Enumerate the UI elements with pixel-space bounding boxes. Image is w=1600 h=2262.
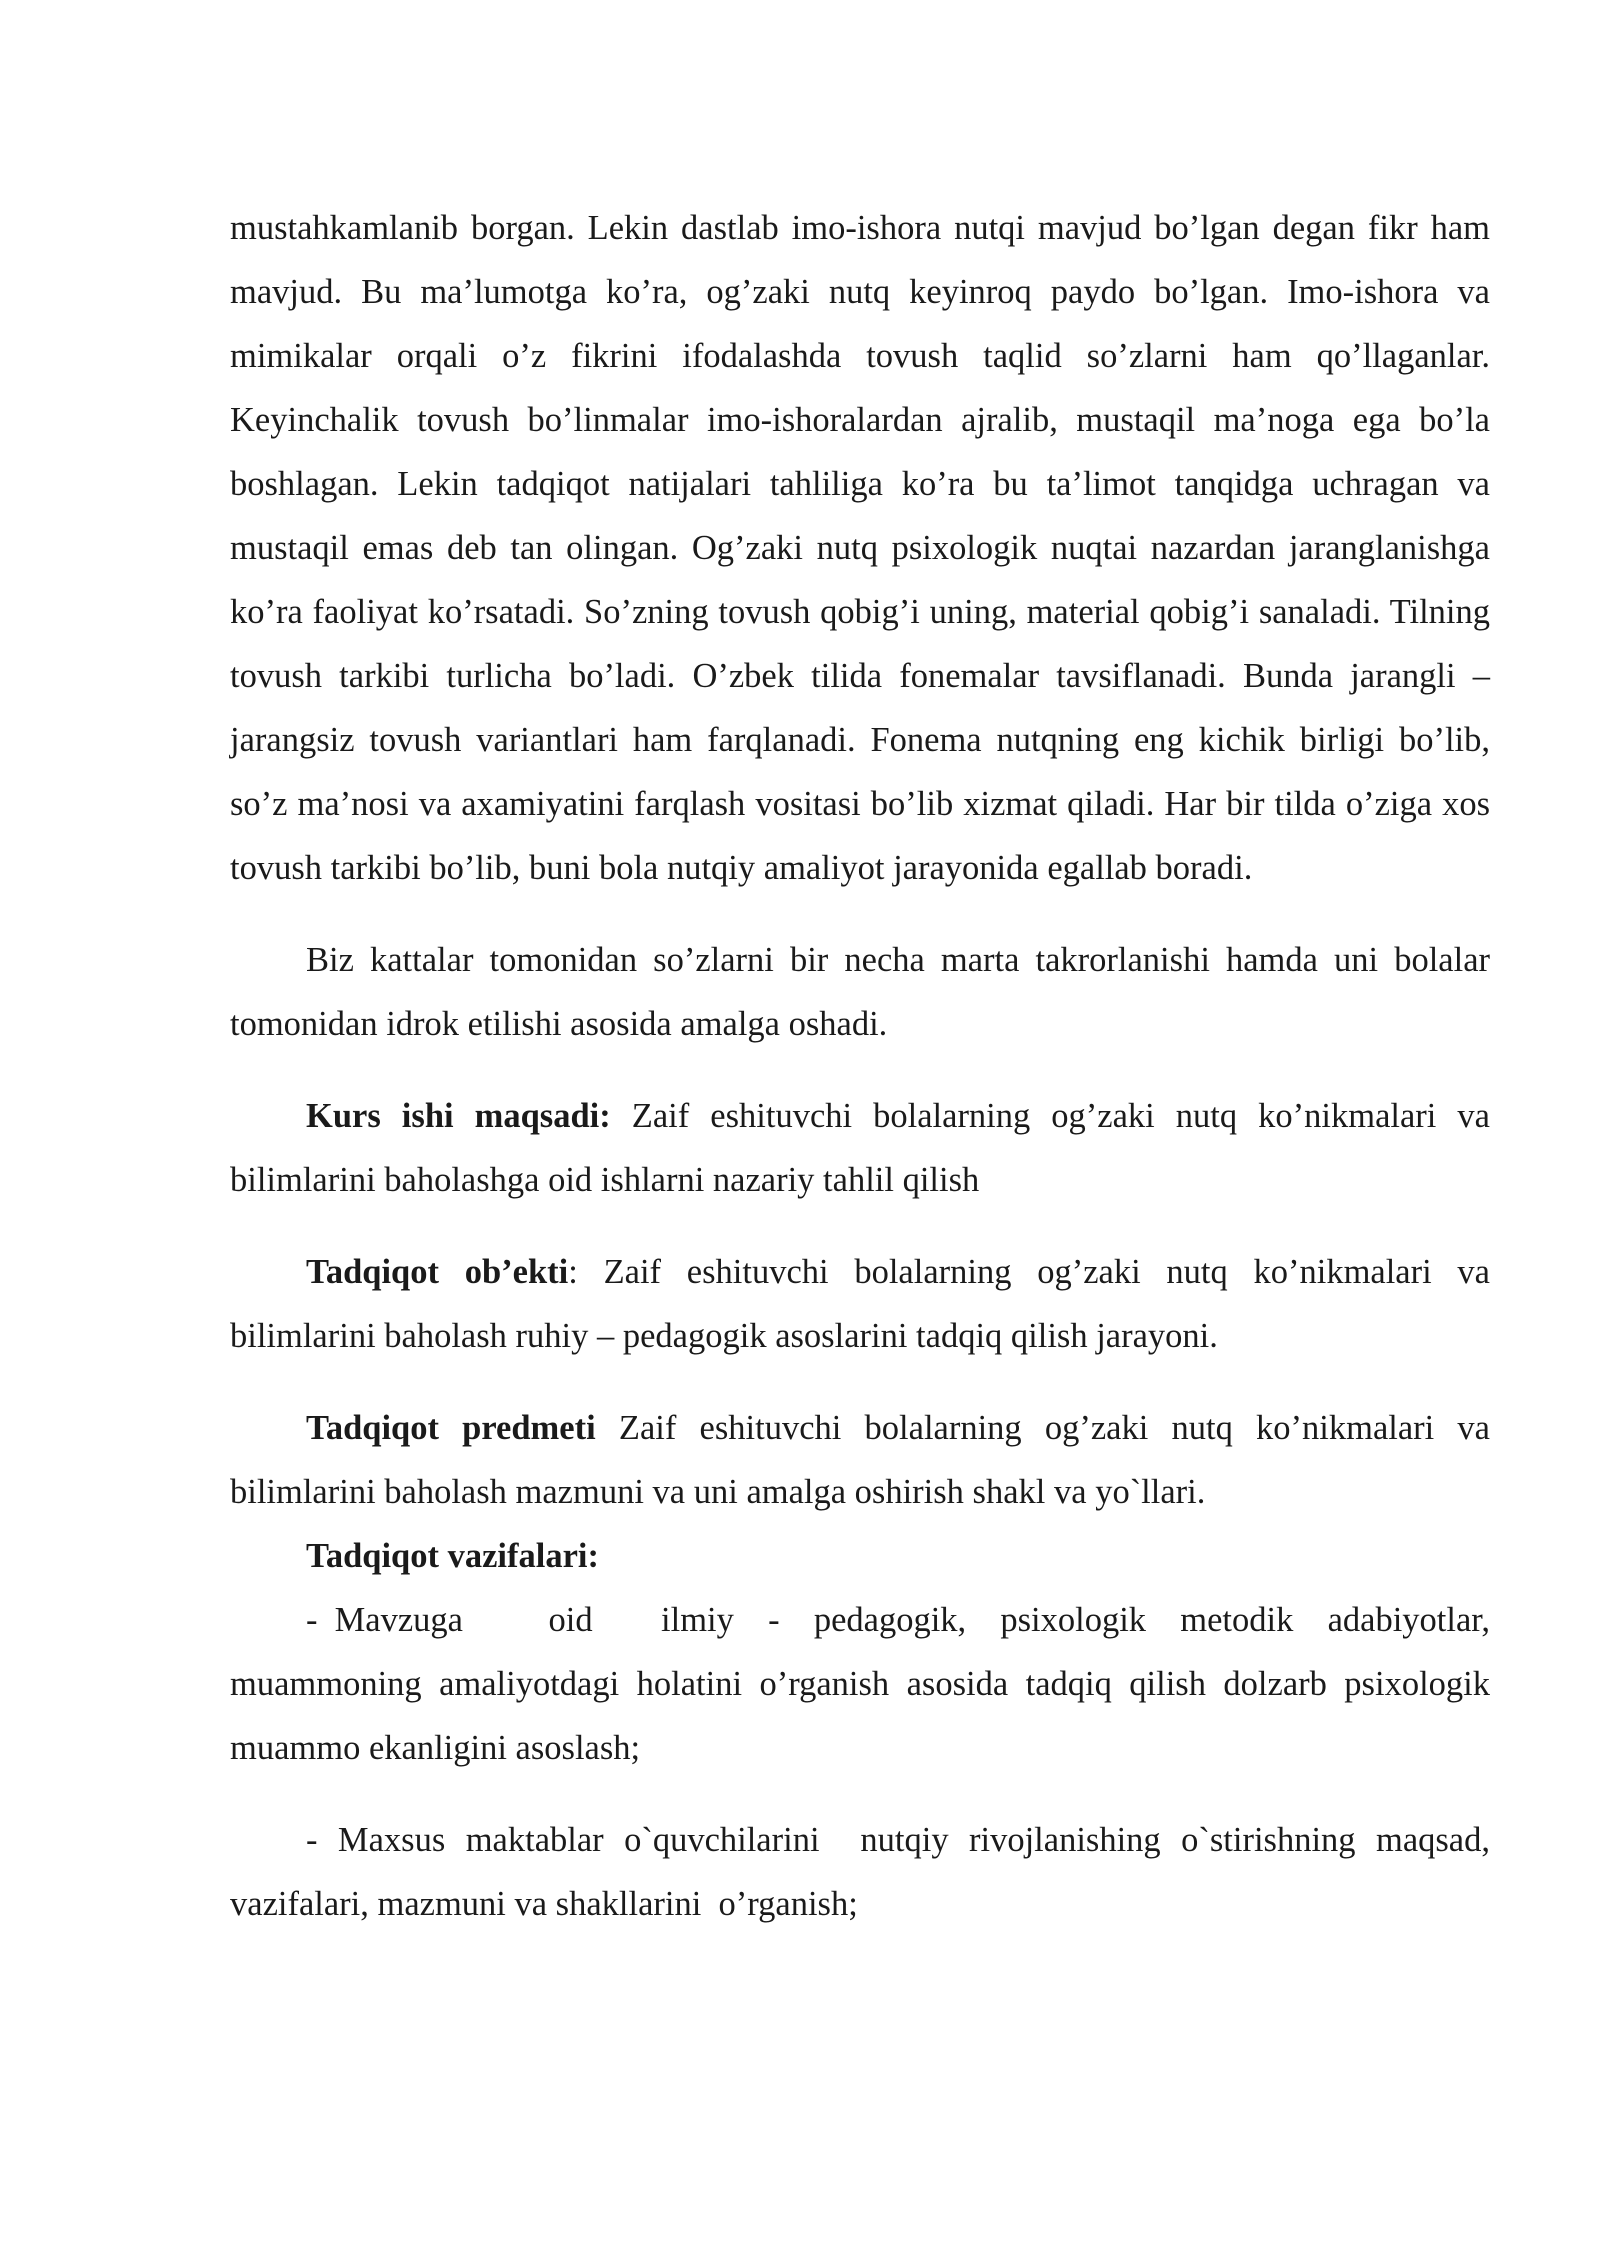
research-task-1: - Mavzuga oid ilmiy - pedagogik, psixologik metodik adabiyotlar, muammoning amaliyotdagi holatini o’rganish asosida tadqiq qilish dolzarb psixologik muammo ekanligini asoslash;: [230, 1601, 1499, 1767]
research-task-2: - Maxsus maktablar o`quvchilarini nutqiy rivojlanishing o`stirishning maqsad, vazifalari, mazmuni va shakllarini o’rganish;: [230, 1821, 1499, 1923]
research-tasks-label: Tadqiqot vazifalari:: [306, 1537, 599, 1575]
paragraph-intro: mustahkamlanib borgan. Lekin dastlab imo-ishora nutqi mavjud bo’lgan degan fikr ham mavjud. Bu ma’lumotga ko’ra, og’zaki nutq keyinroq paydo bo’lgan. Imo-ishora va mimikalar orqali o’z fikrini ifodalashda tovush taqlid so’zlarni ham qo’llaganlar. Keyinchalik tovush bo’linmalar imo-ishoralardan ajralib, mustaqil ma’noga ega bo’la boshlagan. Lekin tadqiqot natijalari tahliliga ko’ra bu ta’limot tanqidga uchragan va mustaqil emas deb tan olingan. Og’zaki nutq psixologik nuqtai nazardan jaranglanishga ko’ra faoliyat ko’rsatadi. So’zning tovush qobig’i uning, material qobig’i sanaladi. Tilning tovush tarkibi turlicha bo’ladi. O’zbek tilida fonemalar tavsiflanadi. Bunda jarangli – jarangsiz tovush variantlari ham farqlanadi. Fonema nutqning eng kichik birligi bo’lib, so’z ma’nosi va axamiyatini farqlash vositasi bo’lib xizmat qiladi. Har bir tilda o’ziga xos tovush tarkibi bo’lib, buni bola nutqiy amaliyot jarayonida egallab boradi.: [230, 209, 1490, 887]
research-subject-text: Zaif eshituvchi bolalarning og’zaki nutq ko’nikmalari va bilimlarini baholash mazmuni va uni amalga oshirish shakl va yo`llari.: [230, 1409, 1490, 1511]
paragraph-course-goal: [230, 1084, 1490, 1212]
course-goal-text: Zaif eshituvchi bolalarning og’zaki nutq ko’nikmalari va bilimlarini baholashga oid ishlarni nazariy tahlil qilish: [230, 1097, 1490, 1199]
research-object-label: Tadqiqot ob’ekti: [306, 1253, 569, 1291]
document-body: [230, 196, 1499, 1936]
paragraph-adults-repetition: Biz kattalar tomonidan so’zlarni bir necha marta takrorlanishi hamda uni bolalar tomonidan idrok etilishi asosida amalga oshadi.: [230, 941, 1490, 1043]
research-subject-label: Tadqiqot predmeti: [306, 1409, 596, 1447]
paragraph-research-object: [230, 1240, 1490, 1368]
research-object-text: : Zaif eshituvchi bolalarning og’zaki nutq ko’nikmalari va bilimlarini baholash ruhiy – pedagogik asoslarini tadqiq qilish jarayoni.: [230, 1253, 1490, 1355]
paragraph-research-subject: [230, 1396, 1490, 1524]
course-goal-label: Kurs ishi maqsadi:: [306, 1097, 611, 1135]
research-tasks-heading: [230, 1524, 1490, 1588]
